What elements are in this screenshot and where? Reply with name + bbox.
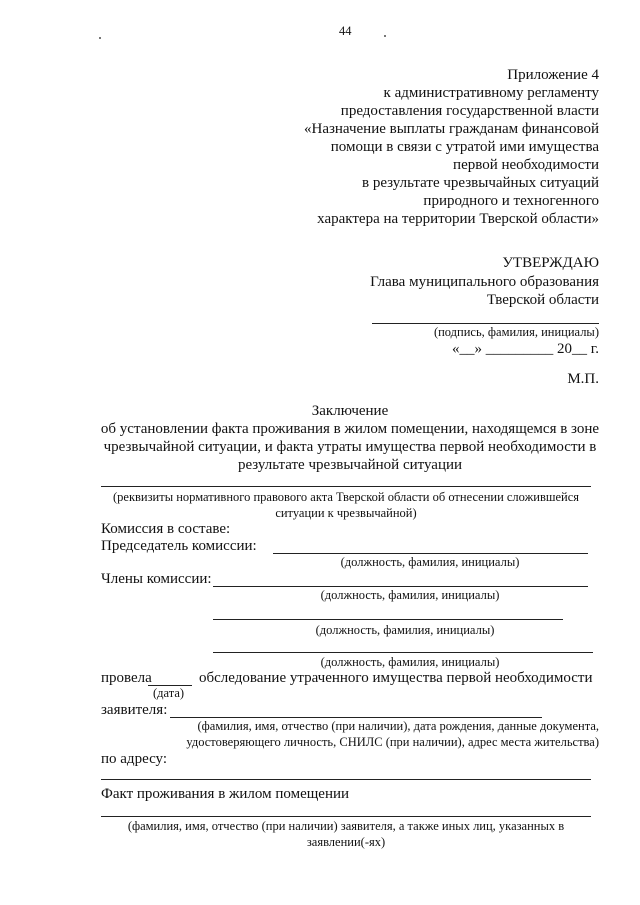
residence-caption-line: заявлении(-ях)	[306, 835, 386, 849]
conducted-prefix: провела	[101, 670, 152, 686]
applicant-caption-line: (фамилия, имя, отчество (при наличии), дата рождения, данные документа,	[197, 719, 599, 733]
approval-heading: УТВЕРЖДАЮ	[502, 255, 599, 271]
residence-label: Факт проживания в жилом помещении	[101, 786, 350, 802]
member-line	[213, 652, 593, 653]
appendix-line: «Назначение выплаты гражданам финансовой	[303, 121, 599, 137]
requisites-caption-line: ситуации к чрезвычайной)	[275, 506, 417, 520]
stamp-label: М.П.	[567, 371, 599, 387]
requisites-caption-line: (реквизиты нормативного правового акта Тверской области об отнесении сложившейся	[112, 490, 579, 504]
applicant-caption-line: удостоверяющего личность, СНИЛС (при наличии), адрес места жительства)	[186, 735, 599, 749]
signature-caption: (подпись, фамилия, инициалы)	[433, 325, 599, 339]
address-line	[101, 779, 591, 780]
approval-date-line: «__» _________ 20__ г.	[452, 341, 599, 357]
address-label: по адресу:	[101, 751, 168, 767]
appendix-line: первой необходимости	[453, 157, 599, 173]
signature-line	[372, 323, 599, 324]
applicant-line	[170, 717, 542, 718]
chairman-caption: (должность, фамилия, инициалы)	[340, 555, 520, 569]
residence-line	[101, 816, 591, 817]
chairman-label: Председатель комиссии:	[101, 538, 257, 554]
member-caption: (должность, фамилия, инициалы)	[320, 588, 500, 602]
appendix-line: природного и техногенного	[423, 193, 599, 209]
appendix-line: помощи в связи с утратой ими имущества	[330, 139, 599, 155]
member-caption: (должность, фамилия, инициалы)	[315, 623, 495, 637]
appendix-line: в результате чрезвычайных ситуаций	[362, 175, 599, 191]
requisites-line	[101, 486, 591, 487]
date-caption: (дата)	[153, 686, 185, 700]
chairman-line	[273, 553, 588, 554]
appendix-line: к административному регламенту	[383, 85, 599, 101]
scan-speck	[99, 37, 101, 39]
member-line	[213, 586, 588, 587]
members-label: Члены комиссии:	[101, 571, 212, 587]
conducted-text: обследование утраченного имущества первой необходимости	[199, 670, 593, 686]
conclusion-subtitle-line: чрезвычайной ситуации, и факта утраты имущества первой необходимости в	[103, 439, 597, 455]
commission-composition-label: Комиссия в составе:	[101, 521, 231, 537]
conclusion-subtitle-line: результате чрезвычайной ситуации	[237, 457, 463, 473]
appendix-line: Приложение 4	[507, 67, 599, 83]
conclusion-subtitle-line: об установлении факта проживания в жилом помещении, находящемся в зоне	[100, 421, 600, 437]
approval-position-line1: Глава муниципального образования	[370, 274, 599, 290]
appendix-line: предоставления государственной власти	[340, 103, 599, 119]
scan-speck	[384, 35, 386, 37]
appendix-line: характера на территории Тверской области»	[317, 211, 599, 227]
approval-position-line2: Тверской области	[486, 292, 599, 308]
page-number: 44	[339, 24, 352, 38]
residence-caption-line: (фамилия, имя, отчество (при наличии) заявителя, а также иных лиц, указанных в	[127, 819, 565, 833]
member-caption: (должность, фамилия, инициалы)	[320, 655, 500, 669]
member-line	[213, 619, 563, 620]
conclusion-heading: Заключение	[311, 403, 389, 419]
applicant-label: заявителя:	[101, 702, 168, 718]
